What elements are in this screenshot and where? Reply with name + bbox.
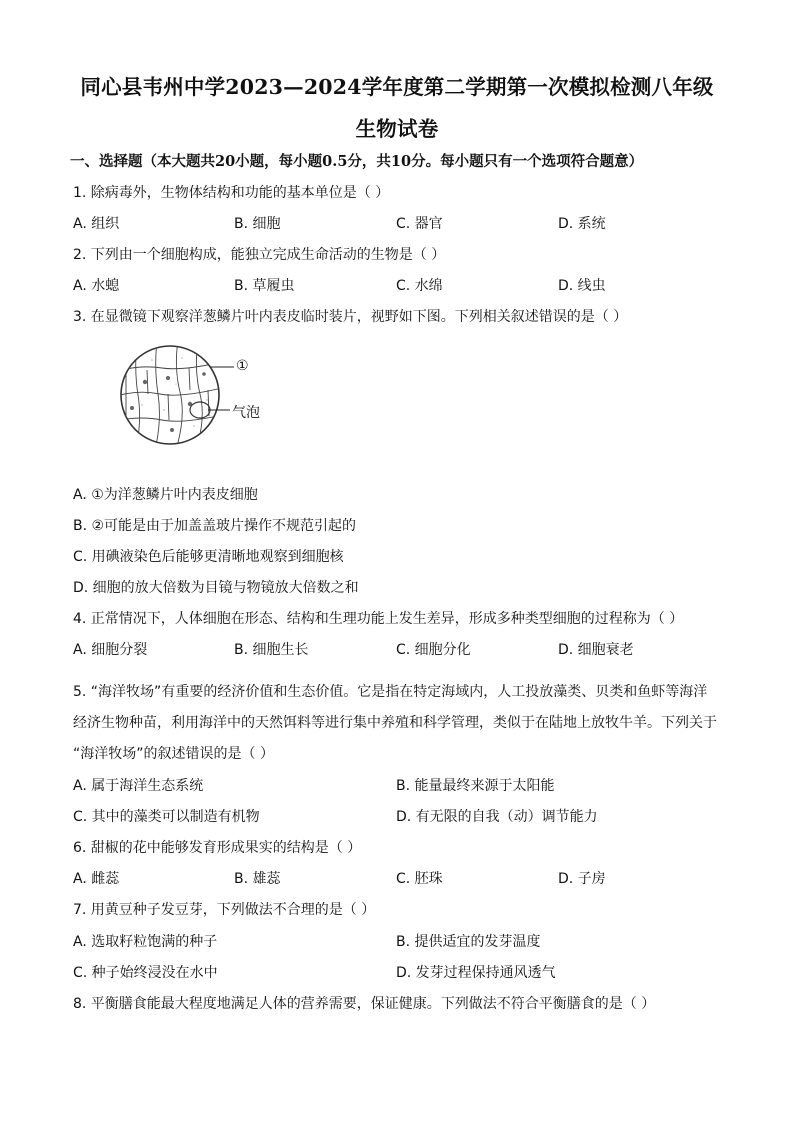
question-4-option-a: A. 细胞分裂 [73, 642, 148, 658]
question-5-option-b: B. 能量最终来源于太阳能 [396, 778, 555, 794]
exam-title-line1: 同心县韦州中学2023—2024学年度第二学期第一次模拟检测八年级 [80, 75, 714, 99]
question-3-option-d: D. 细胞的放大倍数为目镜与物镜放大倍数之和 [73, 580, 359, 596]
question-1-option-d: D. 系统 [558, 216, 606, 232]
question-2-stem: 2. 下列由一个细胞构成，能独立完成生命活动的生物是（ ） [73, 247, 446, 263]
question-3-option-a: A. ①为洋葱鳞片叶内表皮细胞 [73, 487, 258, 503]
question-6-stem: 6. 甜椒的花中能够发育形成果实的结构是（ ） [73, 840, 362, 856]
question-1-stem: 1. 除病毒外，生物体结构和功能的基本单位是（ ） [73, 185, 390, 201]
figure-label-bubble: 气泡 [232, 405, 260, 421]
question-5-option-d: D. 有无限的自我（动）调节能力 [396, 809, 598, 825]
question-6-option-d: D. 子房 [558, 871, 606, 887]
question-2-option-a: A. 水螅 [73, 278, 120, 294]
onion-cell-micrograph [112, 340, 282, 450]
question-4-stem: 4. 正常情况下，人体细胞在形态、结构和生理功能上发生差异，形成多种类型细胞的过程称为（ ） [73, 611, 684, 627]
question-5-stem-line2: 经济生物种苗，利用海洋中的天然饵料等进行集中养殖和科学管理，类似于在陆地上放牧牛羊。下列关于 [73, 715, 717, 731]
micrograph-svg [112, 340, 282, 450]
question-2-option-d: D. 线虫 [558, 278, 606, 294]
question-5-option-a: A. 属于海洋生态系统 [73, 778, 204, 794]
question-7-stem: 7. 用黄豆种子发豆芽，下列做法不合理的是（ ） [73, 902, 376, 918]
question-7-option-a: A. 选取籽粒饱满的种子 [73, 934, 218, 950]
question-3-option-c: C. 用碘液染色后能够更清晰地观察到细胞核 [73, 549, 344, 565]
section-heading: 一、选择题（本大题共20小题，每小题0.5分，共10分。每小题只有一个选项符合题意） [70, 153, 644, 170]
question-5-stem-line1: 5. “海洋牧场”有重要的经济价值和生态价值。它是指在特定海域内，人工投放藻类、贝类和鱼虾等海洋 [73, 684, 708, 700]
figure-label-1: ① [236, 358, 249, 374]
question-3-stem: 3. 在显微镜下观察洋葱鳞片叶内表皮临时装片，视野如下图。下列相关叙述错误的是（ ） [73, 309, 628, 325]
question-6-option-a: A. 雌蕊 [73, 871, 120, 887]
question-4-option-d: D. 细胞衰老 [558, 642, 634, 658]
question-5-option-c: C. 其中的藻类可以制造有机物 [73, 809, 260, 825]
question-4-option-c: C. 细胞分化 [396, 642, 471, 658]
question-5-stem-line3: “海洋牧场”的叙述错误的是（ ） [73, 746, 274, 762]
question-6-option-b: B. 雄蕊 [234, 871, 281, 887]
question-7-option-c: C. 种子始终浸没在水中 [73, 965, 218, 981]
question-1-option-b: B. 细胞 [234, 216, 281, 232]
question-2-option-b: B. 草履虫 [234, 278, 295, 294]
exam-title-line2: 生物试卷 [355, 117, 439, 141]
question-8-stem: 8. 平衡膳食能最大程度地满足人体的营养需要，保证健康。下列做法不符合平衡膳食的是（ ） [73, 996, 656, 1012]
question-1-option-a: A. 组织 [73, 216, 120, 232]
question-1-option-c: C. 器官 [396, 216, 443, 232]
question-3-option-b: B. ②可能是由于加盖盖玻片操作不规范引起的 [73, 518, 357, 534]
question-7-option-d: D. 发芽过程保持通风透气 [396, 965, 556, 981]
question-2-option-c: C. 水绵 [396, 278, 443, 294]
question-6-option-c: C. 胚珠 [396, 871, 443, 887]
question-7-option-b: B. 提供适宜的发芽温度 [396, 934, 541, 950]
question-4-option-b: B. 细胞生长 [234, 642, 309, 658]
